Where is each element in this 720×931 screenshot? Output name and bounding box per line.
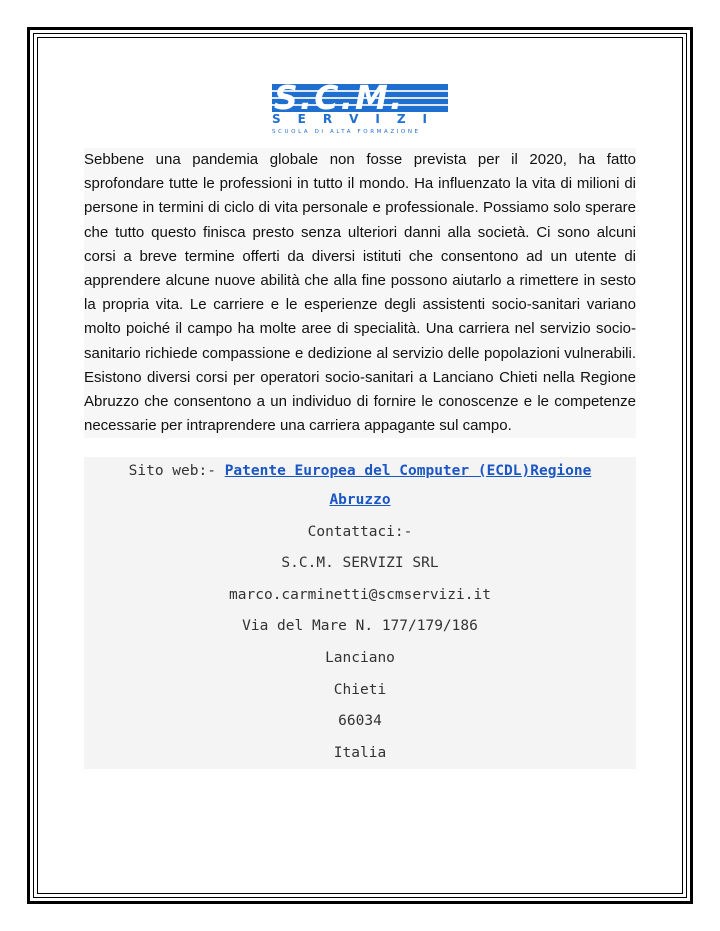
- logo-subtitle: SERVIZI: [272, 112, 444, 126]
- logo-band: [272, 84, 448, 112]
- website-label: Sito web:-: [128, 463, 225, 479]
- intro-paragraph: Sebbene una pandemia globale non fosse prevista per il 2020, ha fatto sprofondare tutte le professioni in tutto il mondo. Ha influenzato la vita di milioni di persone in termini di ciclo di vita personale e professionale. Possiamo solo sperare che tutto questo finisca presto senza ulteriori danni alla società. Ci sono alcuni corsi a breve termine offerti da diversi istituti che consentono ad un utente di apprendere alcune nuove abilità che alla fine possono aiutarlo a rimettere in sesto la propria vita. Le carriere e le esperienze degli assistenti socio-sanitari variano molto poiché il campo ha molte aree di specialità. Una carriera nel servizio socio-sanitario richiede compassione e dedizione al servizio delle popolazioni vulnerabili. Esistono diversi corsi per operatori socio-sanitari a Lanciano Chieti nella Regione Abruzzo che consentono a un individuo di fornire le conoscenze e le competenze necessarie per intraprendere una carriera appagante sul campo.: [84, 148, 636, 438]
- website-line: [84, 457, 636, 485]
- website-link-continued[interactable]: Abruzzo: [329, 492, 391, 508]
- website-line-continued: [84, 485, 636, 517]
- email-address: marco.carminetti@scmservizi.it: [229, 586, 491, 603]
- contact-label: Contattaci:-: [307, 523, 413, 540]
- country: Italia: [333, 744, 387, 761]
- street-address: Via del Mare N. 177/179/186: [242, 618, 478, 635]
- logo-brand-text: S.C.M.: [274, 84, 405, 112]
- contact-block: [84, 457, 636, 769]
- province: Chieti: [333, 681, 387, 698]
- company-name: S.C.M. SERVIZI SRL: [281, 555, 439, 572]
- city: Lanciano: [325, 649, 395, 666]
- website-link[interactable]: Patente Europea del Computer (ECDL)Regione: [224, 463, 592, 479]
- logo-tagline: SCUOLA DI ALTA FORMAZIONE: [272, 129, 421, 135]
- postal-code: 66034: [338, 713, 382, 730]
- scm-servizi-logo: [272, 84, 448, 140]
